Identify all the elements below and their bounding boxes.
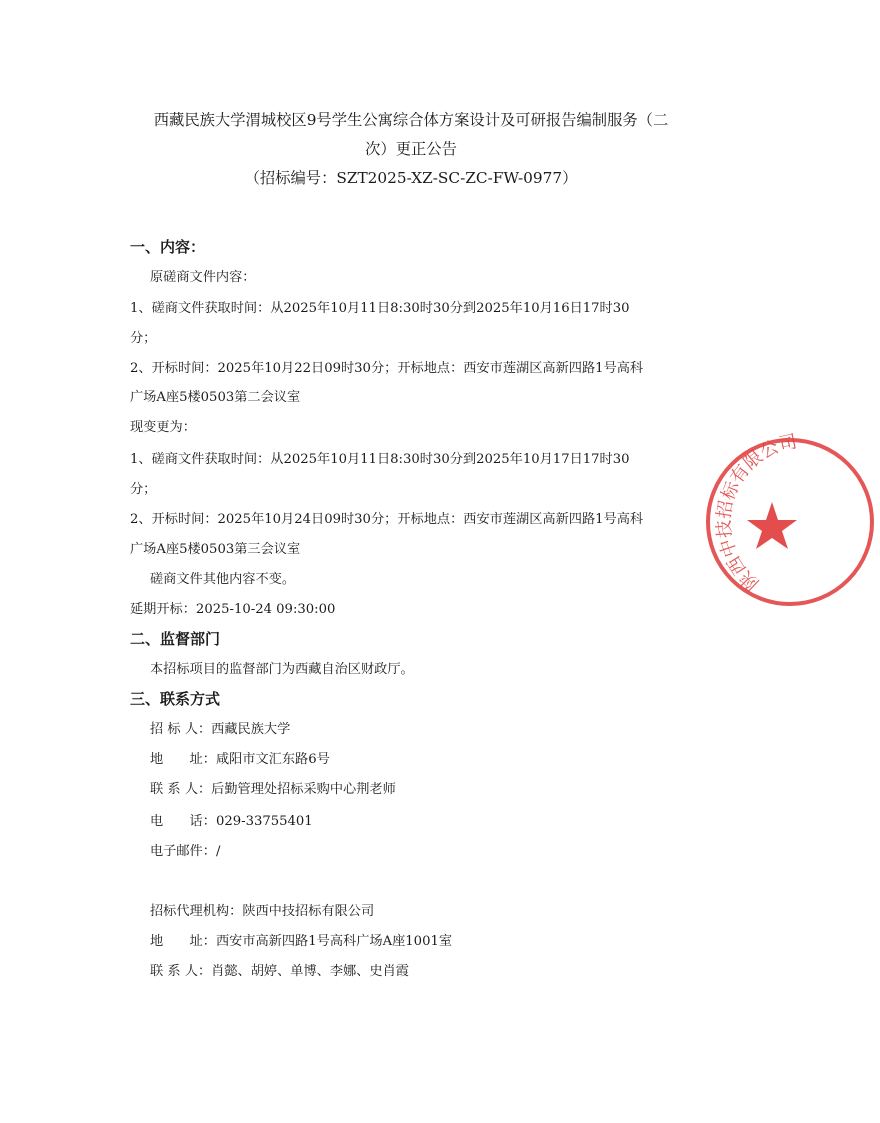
phone-row (150, 813, 313, 831)
tenderer-row (150, 721, 290, 739)
document-title (130, 106, 692, 193)
phone-label: 电 话： (150, 814, 216, 829)
agency-contact-label: 联 系 人： (150, 964, 212, 979)
tenderer-label: 招 标 人： (150, 722, 212, 737)
phone-value: 029-33755401 (215, 814, 313, 829)
agency-address-row (150, 933, 452, 951)
tenderer-value: 西藏民族大学 (211, 722, 291, 737)
contact-row (150, 781, 396, 799)
title-line-2: 次）更正公告 (365, 140, 457, 158)
original-item-2-line-a: 2、开标时间：2025年10月22日09时30分；开标地点：西安市莲湖区高新四路1号高科 (130, 361, 644, 376)
original-item-1-line-b: 分； (130, 331, 157, 346)
section-3-heading: 三、联系方式 (130, 690, 221, 708)
agency-contact-row (150, 963, 409, 981)
svg-text:陕西中技招标有限公司 (714, 432, 799, 594)
agency-value: 陕西中技招标有限公司 (242, 904, 375, 919)
address-value: 咸阳市文汇东路6号 (215, 752, 330, 767)
title-line-1: 西藏民族大学渭城校区9号学生公寓综合体方案设计及可研报告编制服务（二 (153, 111, 669, 129)
agency-label: 招标代理机构： (150, 904, 243, 919)
original-item-1-line-a: 1、磋商文件获取时间：从2025年10月11日8:30时30分到2025年10月16日17时30 (130, 301, 630, 316)
extended-opening-time: 延期开标：2025-10-24 09:30:00 (130, 602, 336, 617)
contact-value: 后勤管理处招标采购中心荆老师 (211, 782, 396, 797)
company-seal-stamp (700, 432, 880, 612)
contact-label: 联 系 人： (150, 782, 212, 797)
new-item-2-line-a: 2、开标时间：2025年10月24日09时30分；开标地点：西安市莲湖区高新四路1号高科 (130, 512, 644, 527)
seal-star-icon (747, 502, 797, 549)
section-2-heading: 二、监督部门 (130, 630, 221, 648)
original-item-2-line-b: 广场A座5楼0503第二会议室 (130, 390, 301, 405)
agency-address-value: 西安市高新四路1号高科广场A座1001室 (215, 934, 453, 949)
changed-intro: 现变更为： (130, 420, 196, 435)
email-value: / (215, 844, 221, 859)
seal-text: 陕西中技招标有限公司 (713, 432, 799, 595)
address-label: 地 址： (150, 752, 216, 767)
new-item-2-line-b: 广场A座5楼0503第三会议室 (130, 542, 301, 557)
agency-address-label: 地 址： (150, 934, 216, 949)
supervision-text: 本招标项目的监督部门为西藏自治区财政厅。 (150, 662, 414, 677)
other-unchanged-note: 磋商文件其他内容不变。 (150, 572, 296, 587)
email-label: 电子邮件： (150, 844, 216, 859)
agency-row (150, 903, 374, 921)
new-item-1-line-a: 1、磋商文件获取时间：从2025年10月11日8:30时30分到2025年10月17日17时30 (130, 452, 630, 467)
tender-number: （招标编号：SZT2025-XZ-SC-ZC-FW-0977） (244, 169, 578, 187)
email-row (150, 843, 220, 861)
address-row (150, 751, 330, 769)
section-1-heading: 一、内容： (130, 238, 206, 256)
original-intro: 原磋商文件内容： (150, 270, 256, 285)
agency-contact-value: 肖懿、胡婷、单博、李娜、史肖霞 (211, 964, 409, 979)
new-item-1-line-b: 分； (130, 482, 157, 497)
